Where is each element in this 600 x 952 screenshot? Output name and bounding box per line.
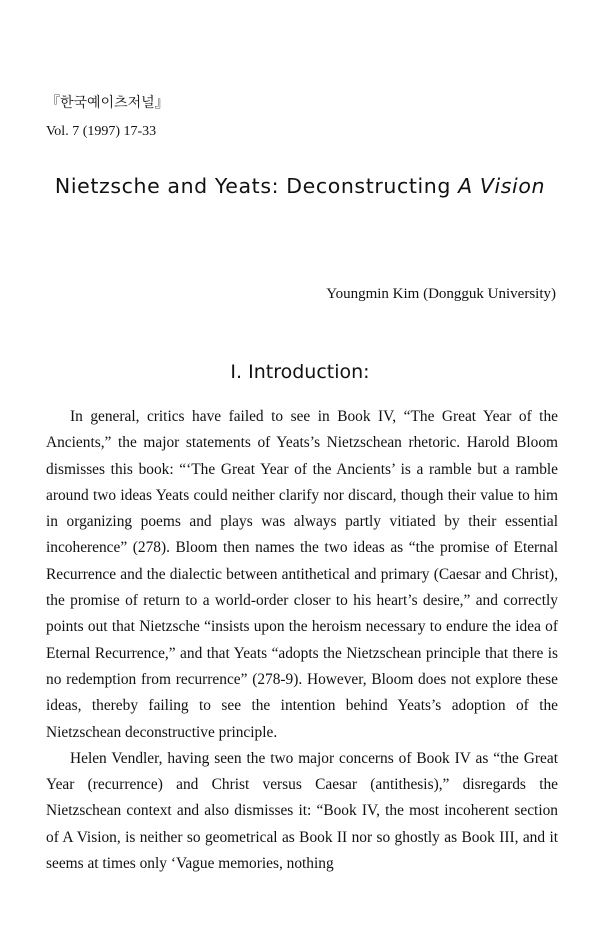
section-heading: I. Introduction: [230, 361, 370, 383]
paragraph: In general, critics have failed to see in Book IV, “The Great Year of the Ancients,” the major statements of Yeats’s Nietzschean rhetoric. Harold Bloom dismisses this book: “‘The Great Year of the Ancients’ is a ramble but a ramble around two ideas Yeats could neither clarify nor discard, though their value to him in organizing poems and plays was always partly vitiated by their essential incoherence” (278). Bloom then names the two ideas as “the promise of Eternal Recurrence and the dialectic between antithetical and primary (Caesar and Christ), the promise of return to a world-order closer to his heart’s desire,” and correctly points out that Nietzsche “insists upon the heroism necessary to endure the idea of Eternal Recurrence,” and that Yeats “adopts the Nietzschean principle that there is no redemption from recurrence” (278-9). However, Bloom does not explore these ideas, thereby failing to see the intention behind Yeats’s adoption of the Nietzschean deconstructive principle. [46, 408, 558, 741]
volume-info: Vol. 7 (1997) 17-33 [46, 124, 157, 139]
body-text [46, 404, 558, 877]
journal-name: 『한국예이츠저널』 [46, 95, 169, 111]
article-title-italic: A Vision [458, 174, 546, 198]
article-title [0, 174, 600, 198]
author-line: Youngmin Kim (Dongguk University) [326, 286, 556, 302]
paragraph: Helen Vendler, having seen the two major concerns of Book IV as “the Great Year (recurrence) and Christ versus Caesar (antithesis),” disregards the Nietzschean context and also dismisses it: “Book IV, the most incoherent section of A Vision, is neither so geometrical as Book II nor so ghostly as Book III, and it seems at times only ‘Vague memories, nothing [46, 749, 558, 873]
article-title-main: Nietzsche and Yeats: Deconstructing [54, 174, 459, 198]
